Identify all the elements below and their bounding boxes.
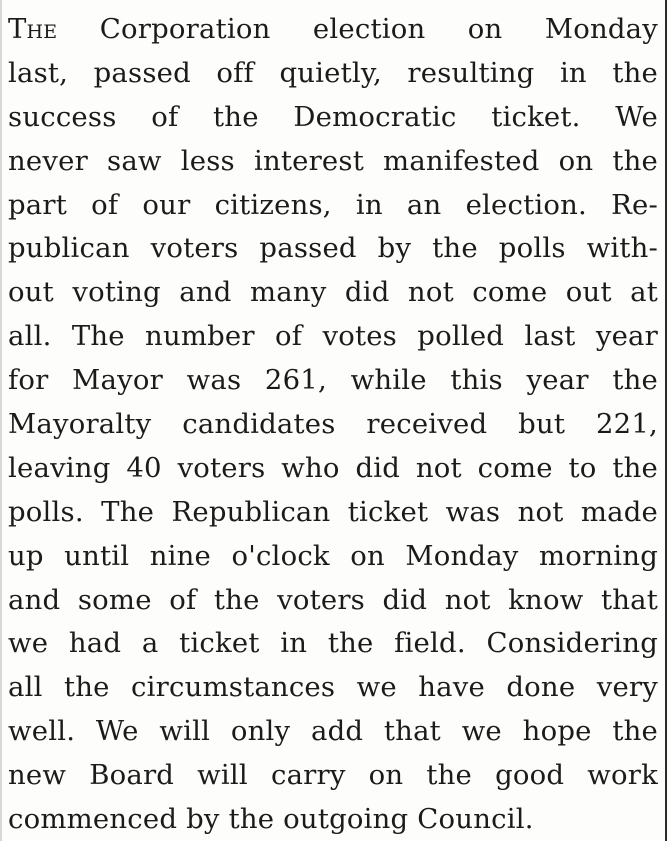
article-line: and some of the voters did not know that <box>8 583 658 616</box>
article-body <box>8 8 658 841</box>
article-line: all the circumstances we have done very <box>8 671 658 704</box>
article-line: well. We will only add that we hope the <box>8 715 658 748</box>
column-rule <box>665 0 667 841</box>
lead-word: The <box>8 13 58 45</box>
article-line: never saw less interest manifested on the <box>8 144 658 177</box>
article-line: publican voters passed by the polls with- <box>8 232 658 265</box>
article-line: part of our citizens, in an election. Re- <box>8 188 658 221</box>
article-line: we had a ticket in the field. Considering <box>8 627 658 660</box>
article-line: new Board will carry on the good work <box>8 759 658 792</box>
article-line: for Mayor was 261, while this year the <box>8 364 658 397</box>
article-line-text: Corporation election on Monday <box>57 13 658 45</box>
article-line: success of the Democratic ticket. We <box>8 100 658 133</box>
article-line: out voting and many did not come out at <box>8 276 658 309</box>
article-line <box>8 8 658 52</box>
article-line: last, passed off quietly, resulting in the <box>8 56 658 89</box>
article-line: up until nine o'clock on Monday morning <box>8 539 658 572</box>
article-line: commenced by the outgoing Council. <box>8 803 534 836</box>
article-line: polls. The Republican ticket was not made <box>8 495 658 528</box>
clipping-left-edge <box>0 0 2 841</box>
article-line: Mayoralty candidates received but 221, <box>8 408 658 441</box>
article-line: all. The number of votes polled last year <box>8 320 658 353</box>
article-line: leaving 40 voters who did not come to the <box>8 451 658 484</box>
